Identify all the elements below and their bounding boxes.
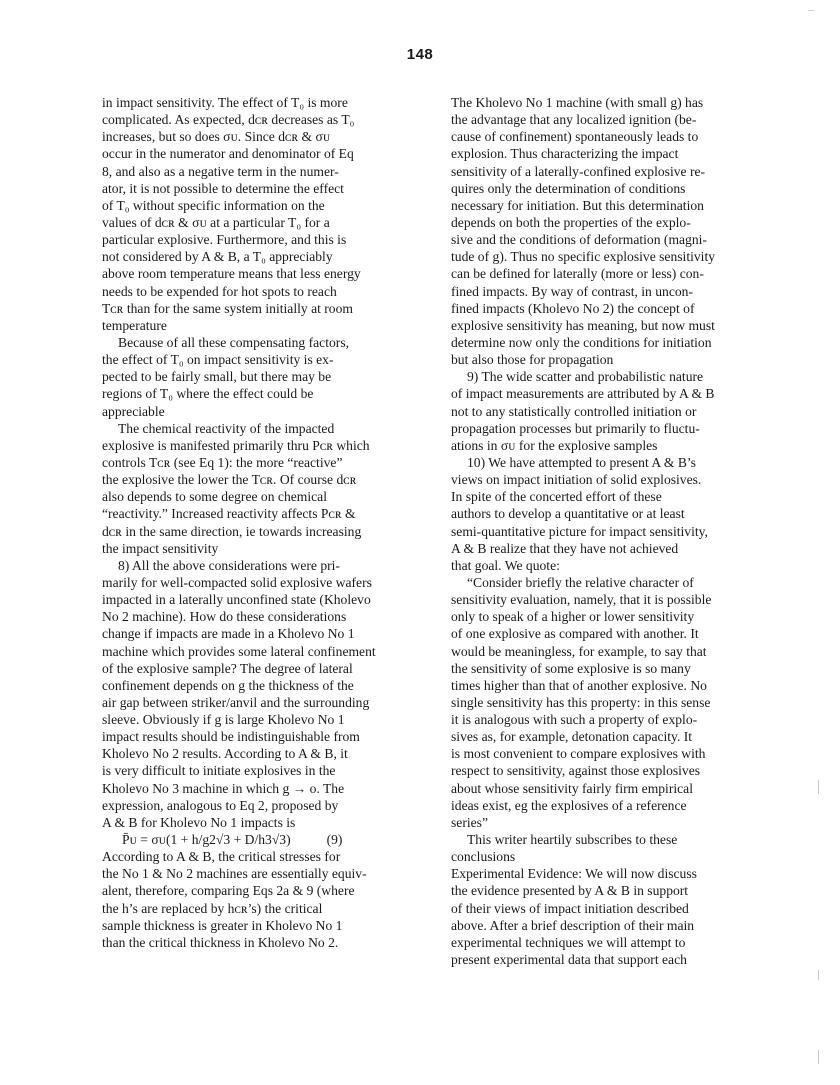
text-line: depends on both the properties of the explo- — [451, 214, 691, 230]
text-line: ations in σᴜ for the explosive samples — [451, 437, 658, 453]
text-line: present experimental data that support each — [451, 952, 687, 968]
text-line: the effect of T₀ on impact sensitivity is ex- — [102, 352, 334, 368]
text-line: “Consider briefly the relative character of — [467, 574, 694, 590]
left-column-lines-after — [102, 848, 432, 951]
text-line: quires only the determination of conditions — [451, 180, 686, 196]
text-line: alent, therefore, comparing Eqs 2a & 9 (where — [102, 883, 355, 899]
text-line: not to any statistically controlled initiation or — [451, 403, 697, 419]
text-line: that goal. We quote: — [451, 557, 560, 573]
text-line: The Kholevo No 1 machine (with small g) has — [451, 95, 704, 110]
text-line: of one explosive as compared with another. It — [451, 626, 699, 642]
text-line: In spite of the concerted effort of these — [451, 489, 662, 505]
equation-expression: P̄ᴜ = σᴜ(1 + h/g2√3 + D/h3√3) — [122, 832, 291, 848]
text-line: authors to develop a quantitative or at least — [451, 506, 685, 522]
text-line: but also those for propagation — [451, 352, 614, 368]
text-line: This writer heartily subscribes to these — [467, 832, 678, 848]
text-line: the evidence presented by A & B in support — [451, 883, 689, 899]
right-column — [451, 94, 786, 968]
text-line: controls Tᴄʀ (see Eq 1): the more “reactive” — [102, 454, 343, 470]
text-line: occur in the numerator and denominator of Eq — [102, 146, 354, 162]
margin-scan-mark — [818, 970, 819, 980]
text-line: impacted in a laterally unconfined state (Kholevo — [102, 592, 371, 608]
text-line: Experimental Evidence: We will now discuss — [451, 866, 697, 882]
text-line: the sensitivity of some explosive is so many — [451, 660, 691, 676]
text-line: 8, and also as a negative term in the numer- — [102, 163, 339, 179]
text-line: of the explosive sample? The degree of lateral — [102, 660, 353, 676]
text-line: propagation processes but primarily to fluctu- — [451, 420, 700, 436]
text-line: the impact sensitivity — [102, 540, 219, 556]
text-line: particular explosive. Furthermore, and this is — [102, 232, 347, 248]
text-line: the No 1 & No 2 machines are essentially equiv- — [102, 866, 367, 882]
text-line: Kholevo No 2 results. According to A & B, it — [102, 746, 348, 762]
text-line: tude of g). Thus no specific explosive sensitivity — [451, 249, 716, 265]
text-line: expression, analogous to Eq 2, proposed by — [102, 797, 339, 813]
text-line: about whose sensitivity fairly firm empirical — [451, 780, 693, 796]
text-line: the advantage that any localized ignition (be- — [451, 112, 697, 128]
text-line: semi-quantitative picture for impact sensitivity, — [451, 523, 708, 539]
text-line: only to speak of a higher or lower sensitivity — [451, 609, 695, 625]
text-line: the h’s are replaced by hᴄʀ’s) the critical — [102, 900, 323, 916]
text-line: conclusions — [451, 849, 516, 865]
text-line: 8) All the above considerations were pri- — [118, 557, 340, 573]
text-line: of impact measurements are attributed by A & B — [451, 386, 715, 402]
text-line: A & B realize that they have not achieved — [451, 540, 679, 556]
margin-scan-mark — [818, 1050, 819, 1064]
text-line: complicated. As expected, dᴄʀ decreases as T₀ — [102, 112, 355, 128]
text-line: No 2 machine). How do these considerations — [102, 609, 347, 625]
text-line: “reactivity.” Increased reactivity affects Pᴄʀ & — [102, 506, 356, 522]
text-line: regions of T₀ where the effect could be — [102, 386, 314, 402]
text-line: of their views of impact initiation described — [451, 900, 689, 916]
text-line: single sensitivity has this property: in this sense — [451, 694, 711, 710]
text-line: sensitivity evaluation, namely, that it is possible — [451, 592, 712, 608]
text-line: dᴄʀ in the same direction, ie towards increasing — [102, 523, 362, 539]
margin-scan-mark — [818, 780, 819, 794]
text-line: would be meaningless, for example, to say that — [451, 643, 707, 659]
text-line: 9) The wide scatter and probabilistic nature — [467, 369, 704, 385]
text-line: determine now only the conditions for initiation — [451, 334, 712, 350]
text-line: ideas exist, eg the explosives of a reference — [451, 797, 687, 813]
equation-9 — [102, 831, 432, 848]
text-line: above room temperature means that less energy — [102, 266, 361, 282]
text-line: sives as, for example, detonation capacity. It — [451, 729, 693, 745]
text-line: pected to be fairly small, but there may be — [102, 369, 332, 385]
text-line: explosion. Thus characterizing the impact — [451, 146, 679, 162]
text-line: above. After a brief description of their main — [451, 917, 695, 933]
text-line: increases, but so does σᴜ. Since dᴄʀ & σᴜ — [102, 129, 331, 145]
text-line: in impact sensitivity. The effect of T₀ is more — [102, 95, 348, 110]
text-line: values of dᴄʀ & σᴜ at a particular T₀ for a — [102, 214, 330, 230]
text-line: Because of all these compensating factors, — [118, 334, 350, 350]
text-line: sleeve. Obviously if g is large Kholevo No 1 — [102, 712, 345, 728]
equation-number: (9) — [326, 832, 343, 848]
text-line: 10) We have attempted to present A & B’s — [467, 454, 696, 470]
page-number: 148 — [406, 46, 434, 63]
text-line: sive and the conditions of deformation (magni- — [451, 232, 707, 248]
text-line: respect to sensitivity, against those explosives — [451, 763, 701, 779]
text-line: impact results should be indistinguishable from — [102, 729, 360, 745]
text-line: is most convenient to compare explosives with — [451, 746, 706, 762]
text-line: cause of confinement) spontaneously leads to — [451, 129, 699, 145]
text-line: is very difficult to initiate explosives in the — [102, 763, 336, 779]
text-line: appreciable — [102, 403, 165, 419]
text-line: series” — [451, 814, 488, 830]
text-line: necessary for initiation. But this determination — [451, 197, 704, 213]
text-line: sensitivity of a laterally-confined explosive re- — [451, 163, 706, 179]
text-line: The chemical reactivity of the impacted — [118, 420, 335, 436]
text-line: According to A & B, the critical stresses for — [102, 849, 341, 865]
text-line: air gap between striker/anvil and the surrounding — [102, 694, 370, 710]
text-line: fined impacts. By way of contrast, in uncon- — [451, 283, 693, 299]
text-line: the explosive the lower the Tᴄʀ. Of course dᴄʀ — [102, 472, 357, 488]
text-line: explosive is manifested primarily thru Pᴄʀ which — [102, 437, 370, 453]
text-line: of T₀ without specific information on the — [102, 197, 325, 213]
text-line: Tᴄʀ than for the same system initially at room — [102, 300, 353, 316]
text-line: also depends to some degree on chemical — [102, 489, 327, 505]
text-line: confinement depends on g the thickness of the — [102, 677, 354, 693]
text-line: ator, it is not possible to determine the effect — [102, 180, 344, 196]
text-line: it is analogous with such a property of explo- — [451, 712, 698, 728]
text-line: fined impacts (Kholevo No 2) the concept of — [451, 300, 695, 316]
text-line: views on impact initiation of solid explosives. — [451, 472, 702, 488]
text-line: needs to be expended for hot spots to reach — [102, 283, 337, 299]
corner-scan-mark — [808, 10, 814, 15]
text-line: Kholevo No 3 machine in which g → o. The — [102, 780, 345, 796]
left-column — [102, 94, 432, 951]
text-line: than the critical thickness in Kholevo No 2. — [102, 934, 339, 950]
text-line: sample thickness is greater in Kholevo No 1 — [102, 917, 343, 933]
text-line: A & B for Kholevo No 1 impacts is — [102, 814, 296, 830]
text-line: machine which provides some lateral confinement — [102, 643, 376, 659]
text-line: can be defined for laterally (more or less) con- — [451, 266, 704, 282]
text-line: experimental techniques we will attempt to — [451, 934, 686, 950]
left-column-lines — [102, 94, 432, 831]
text-line: marily for well-compacted solid explosive wafers — [102, 574, 372, 590]
text-line: temperature — [102, 317, 167, 333]
text-line: change if impacts are made in a Kholevo No 1 — [102, 626, 355, 642]
text-line: not considered by A & B, a T₀ appreciably — [102, 249, 333, 265]
text-line: times higher than that of another explosive. No — [451, 677, 707, 693]
text-line: explosive sensitivity has meaning, but now must — [451, 317, 715, 333]
right-column-lines — [451, 94, 786, 968]
